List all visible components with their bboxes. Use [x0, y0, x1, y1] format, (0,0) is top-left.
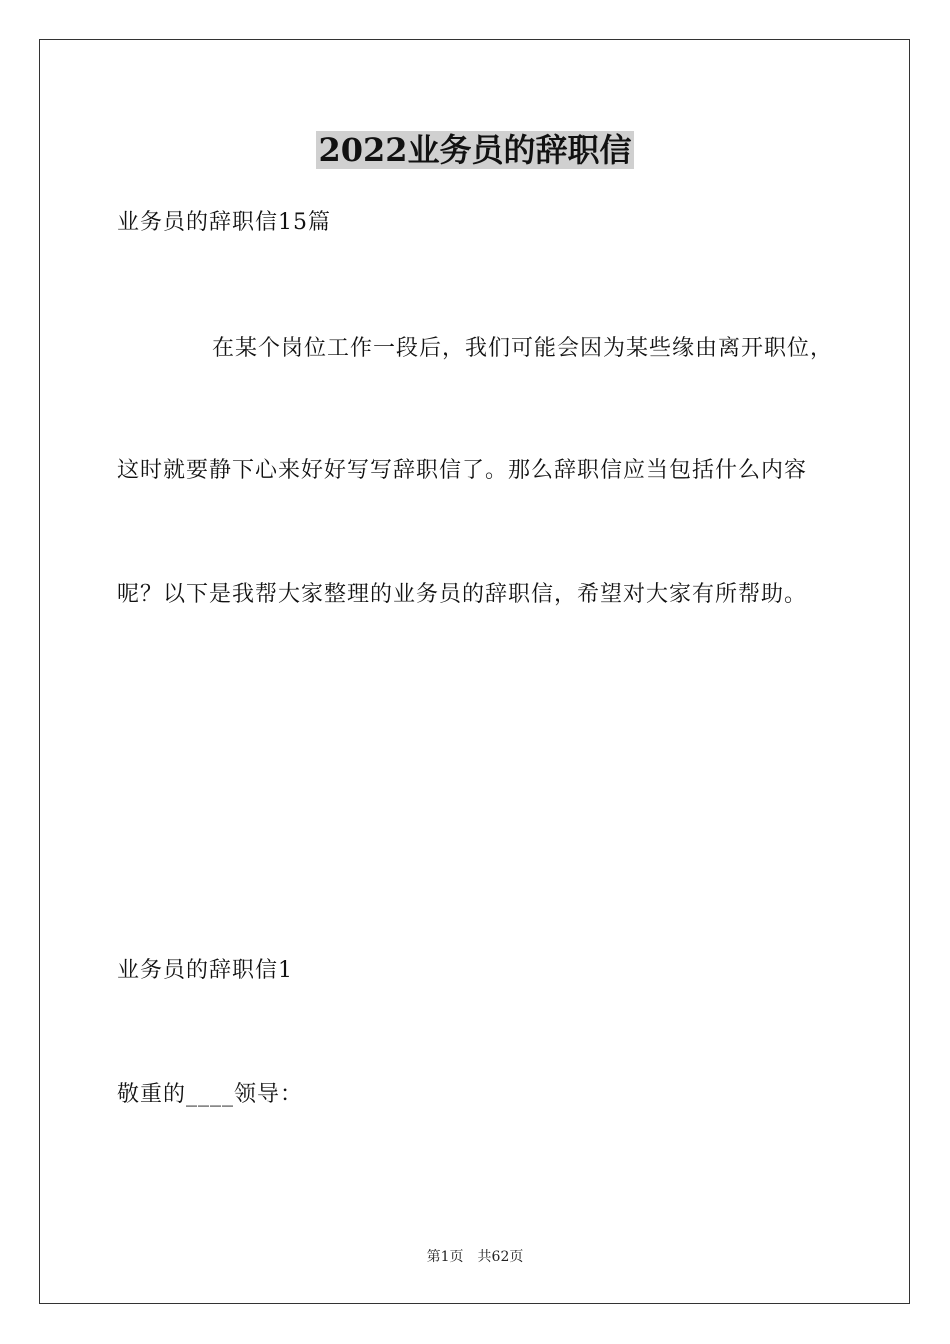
salutation — [117, 1080, 303, 1110]
section-heading: 业务员的辞职信1 — [117, 958, 293, 983]
page-footer — [0, 1246, 950, 1266]
salutation-suffix: 领导： — [234, 1082, 304, 1107]
document-subtitle: 业务员的辞职信15篇 — [117, 210, 331, 235]
document-title — [0, 124, 950, 176]
intro-line-2: 这时就要静下心来好好写写辞职信了。那么辞职信应当包括什么内容 — [117, 458, 808, 483]
page-total: 共62页 — [477, 1249, 524, 1265]
salutation-prefix: 敬重的 — [117, 1082, 187, 1107]
intro-line-3: 呢？以下是我帮大家整理的业务员的辞职信，希望对大家有所帮助。 — [117, 582, 808, 607]
page-number: 第1页 — [426, 1249, 464, 1265]
salutation-blank: ____ — [186, 1082, 235, 1107]
document-title-text: 2022业务员的辞职信 — [318, 131, 632, 169]
intro-line-1: 在某个岗位工作一段后，我们可能会因为某些缘由离开职位， — [212, 336, 834, 361]
